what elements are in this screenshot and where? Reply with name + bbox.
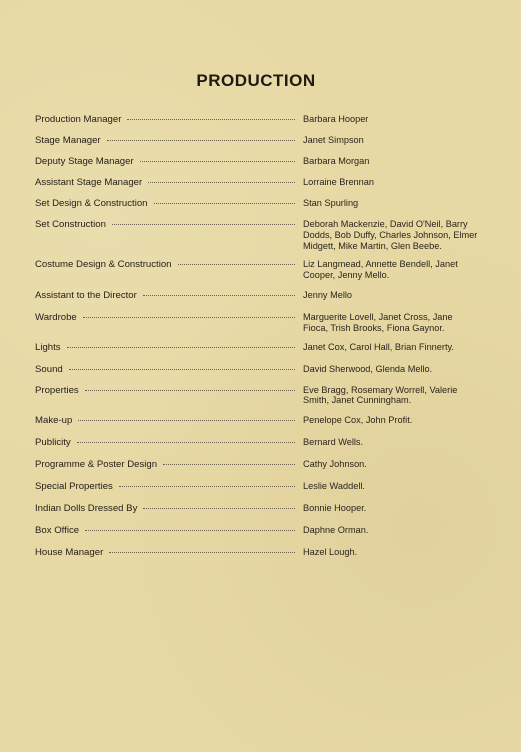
credit-role — [35, 437, 303, 449]
credit-role-label: Publicity — [35, 437, 71, 449]
dot-leader — [154, 203, 295, 204]
credit-row — [35, 290, 480, 306]
credit-names: Bernard Wells. — [303, 437, 364, 448]
credit-row — [35, 437, 480, 453]
credit-role — [35, 503, 303, 515]
credit-names: Leslie Waddell. — [303, 481, 365, 492]
dot-leader — [127, 119, 295, 120]
dot-leader — [119, 486, 295, 487]
credit-role-label: House Manager — [35, 547, 104, 559]
credit-names: Cathy Johnson. — [303, 459, 367, 470]
credit-role-label: Wardrobe — [35, 311, 77, 323]
credit-names: Lorraine Brennan — [303, 177, 374, 187]
dot-leader — [163, 464, 295, 465]
dot-leader — [69, 369, 295, 370]
dot-leader — [85, 390, 295, 391]
credit-names: Stan Spurling — [303, 198, 359, 208]
credit-role-label: Set Construction — [35, 219, 106, 230]
credit-role-label: Costume Design & Construction — [35, 259, 172, 271]
credit-role — [35, 198, 303, 210]
credit-names: Bonnie Hooper. — [303, 503, 367, 514]
credit-row — [35, 198, 480, 214]
credit-row — [35, 259, 480, 281]
credit-names: Eve Bragg, Rosemary Worrell, Valerie Smith, Janet Cunningham. — [303, 384, 458, 406]
credit-role-label: Set Design & Construction — [35, 198, 148, 209]
credit-role-label: Assistant to the Director — [35, 289, 137, 301]
credit-role-label: Make-up — [35, 415, 73, 427]
credit-role-label: Programme & Poster Design — [35, 459, 158, 471]
credit-names: Deborah Mackenzie, David O'Neil, Barry Dodds, Bob Duffy, Charles Johnson, Elmer Midgett, Mike Martin, Glen Beebe. — [303, 219, 478, 251]
credit-names: David Sherwood, Glenda Mello. — [303, 363, 433, 374]
credit-row — [35, 364, 480, 380]
credit-names: Barbara Morgan — [303, 156, 370, 166]
credit-row — [35, 459, 480, 475]
page-title: PRODUCTION — [196, 71, 316, 90]
credit-role — [35, 219, 303, 231]
dot-leader — [148, 182, 295, 183]
credit-row — [35, 156, 480, 172]
dot-leader — [83, 317, 295, 318]
credit-names: Daphne Orman. — [303, 525, 369, 536]
dot-leader — [143, 508, 295, 509]
dot-leader — [143, 295, 295, 296]
credit-role-label: Stage Manager — [35, 135, 101, 146]
production-credits-list — [35, 114, 480, 569]
dot-leader — [112, 224, 295, 225]
credit-row — [35, 525, 480, 541]
credit-role-label: Sound — [35, 363, 63, 375]
credit-role — [35, 547, 303, 559]
credit-names: Janet Simpson — [303, 135, 364, 145]
credit-role — [35, 364, 303, 376]
credit-names: Hazel Lough. — [303, 547, 358, 558]
credit-row — [35, 342, 480, 358]
credit-row — [35, 114, 480, 130]
credit-names: Liz Langmead, Annette Bendell, Janet Cooper, Jenny Mello. — [303, 259, 458, 281]
credit-row — [35, 219, 480, 251]
credit-row — [35, 481, 480, 497]
dot-leader — [140, 161, 295, 162]
dot-leader — [78, 420, 295, 421]
credit-row — [35, 385, 480, 407]
credit-role — [35, 459, 303, 471]
credit-role — [35, 481, 303, 493]
credit-role — [35, 259, 303, 271]
credit-role — [35, 177, 303, 189]
credit-role — [35, 135, 303, 147]
credit-names: Jenny Mello — [303, 289, 353, 300]
dot-leader — [109, 552, 295, 553]
credit-role-label: Box Office — [35, 525, 80, 537]
credit-role — [35, 312, 303, 324]
credit-names: Barbara Hooper — [303, 114, 369, 124]
credit-role — [35, 114, 303, 126]
credit-names: Penelope Cox, John Profit. — [303, 415, 413, 426]
credit-role-label: Production Manager — [35, 114, 122, 125]
credit-role — [35, 290, 303, 302]
credit-role-label: Deputy Stage Manager — [35, 156, 134, 167]
credit-role-label: Properties — [35, 384, 79, 396]
credit-role-label: Special Properties — [35, 481, 113, 493]
credit-names: Janet Cox, Carol Hall, Brian Finnerty. — [303, 341, 454, 352]
credit-row — [35, 312, 480, 334]
credit-row — [35, 415, 480, 431]
dot-leader — [178, 264, 295, 265]
credit-role-label: Indian Dolls Dressed By — [35, 503, 138, 515]
credit-role — [35, 342, 303, 354]
credit-role — [35, 385, 303, 397]
credit-row — [35, 547, 480, 563]
credit-role — [35, 156, 303, 168]
dot-leader — [67, 347, 295, 348]
dot-leader — [107, 140, 295, 141]
credit-row — [35, 177, 480, 193]
credit-row — [35, 135, 480, 151]
dot-leader — [85, 530, 295, 531]
credit-row — [35, 503, 480, 519]
credit-role — [35, 525, 303, 537]
dot-leader — [77, 442, 295, 443]
credit-role-label: Lights — [35, 341, 61, 353]
credit-names: Marguerite Lovell, Janet Cross, Jane Fioca, Trish Brooks, Fiona Gaynor. — [303, 311, 453, 333]
credit-role — [35, 415, 303, 427]
credit-role-label: Assistant Stage Manager — [35, 177, 143, 188]
